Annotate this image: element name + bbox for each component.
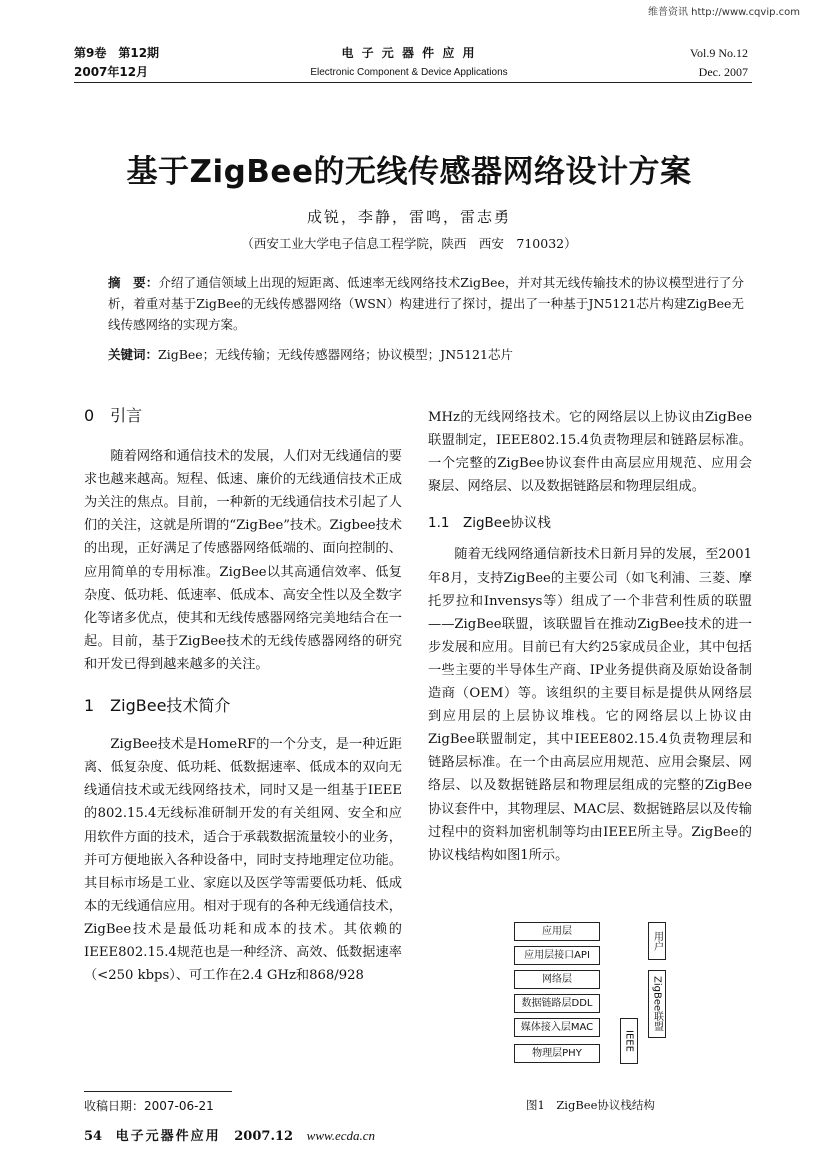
alliance-bracket: ZigBee联盟 <box>648 970 666 1038</box>
continued-paragraph: MHz的无线网络技术。它的网络层以上协议由ZigBee联盟制定，IEEE802.15.4负责物理层和链路层标准。一个完整的ZigBee协议套件由高层应用规范、应用会聚层、网络层、以及数据链路层和物理层组成。 <box>428 410 752 495</box>
journal-name-en: Electronic Component & Device Applications <box>310 67 508 78</box>
ieee-bracket: IEEE <box>620 1018 638 1064</box>
publication-date: 2007年12月 <box>74 65 149 79</box>
keywords <box>108 344 744 365</box>
layer-api: 应用层接口API <box>514 946 600 965</box>
footer-url: www.ecda.cn <box>306 1128 376 1143</box>
keywords-text: ZigBee；无线传输；无线传感器网络；协议模型；JN5121芯片 <box>158 347 513 362</box>
figure-caption: 图1 ZigBee协议栈结构 <box>526 1098 655 1112</box>
affiliation: （西安工业大学电子信息工程学院，陕西 西安 710032） <box>241 236 577 251</box>
abstract <box>108 272 744 335</box>
page-number: 54 <box>84 1129 103 1144</box>
intro-paragraph: 随着网络和通信技术的发展，人们对无线通信的要求也越来越高。短程、低速、廉价的无线通信技术正成为关注的焦点。目前，一种新的无线通信技术引起了人们的关注，这就是所谓的“ZigBee”技术。Zigbee技术的出现，正好满足了传感器网络低端的、面向控制的、应用简单的专用标准。ZigBee以其高通信效率、低复杂度、低功耗、低速率、低成本、高安全性以及全数字化等诸多优点，使其和无线传感器网络完美地结合在一起。目前，基于ZigBee技术的无线传感器网络的研究和开发已得到越来越多的关注。 <box>84 449 402 672</box>
keywords-label: 关键词： <box>108 347 159 362</box>
footer-issue: 2007.12 <box>234 1129 294 1144</box>
abstract-text: 介绍了通信领域上出现的短距离、低速率无线网络技术ZigBee，并对其无线传输技术的协议模型进行了分析，着重对基于ZigBee的无线传感器网络（WSN）构建进行了探讨，提出了一种基于JN5121芯片构建ZigBee无线传感网络的实现方案。 <box>108 275 744 332</box>
watermark: 维普资讯 http://www.cqvip.com <box>647 7 800 18</box>
layer-ddl: 数据链路层DDL <box>514 994 600 1013</box>
footnote-rule <box>84 1091 232 1092</box>
page-footer <box>84 1125 375 1144</box>
publication-date-en: Dec. 2007 <box>698 65 748 79</box>
received-date: 收稿日期：2007-06-21 <box>84 1099 214 1113</box>
layer-phy: 物理层PHY <box>514 1044 600 1063</box>
user-bracket: 用户 <box>648 922 666 960</box>
journal-name-zh: 电 子 元 器 件 应 用 <box>341 46 477 60</box>
abstract-label: 摘 要： <box>108 275 159 290</box>
header-rule <box>74 82 752 83</box>
layer-network: 网络层 <box>514 970 600 989</box>
left-column <box>84 404 402 987</box>
stack-paragraph: 随着无线网络通信新技术日新月异的发展，至2001年8月，支持ZigBee的主要公司（如飞利浦、三菱、摩托罗拉和Invensys等）组成了一个非营利性质的联盟——ZigBee联盟，该联盟旨在推动ZigBee技术的进一步发展和应用。目前已有大约25家成员企业，其中包括一些主要的半导体生产商、IP业务提供商及原始设备制造商（OEM）等。该组织的主要目标是提供从网络层到应用层的上层协议堆栈。它的网络层以上协议由ZigBee联盟制定，其中IEEE802.15.4负责物理层和链路层标准。在一个由高层应用规范、应用会聚层、网络层、以及数据链路层和物理层组成的完整的ZigBee协议套件中，其物理层、MAC层、数据链路层以及传输过程中的资料加密机制等均由IEEE所主导。ZigBee的协议栈结构如图1所示。 <box>428 547 752 863</box>
footer-journal: 电子元器件应用 <box>115 1129 221 1144</box>
layer-application: 应用层 <box>514 922 600 941</box>
section-heading-zigbee: 1 ZigBee技术简介 <box>84 696 231 716</box>
section-heading-stack: 1.1 ZigBee协议栈 <box>428 515 551 532</box>
authors: 成锐，李静，雷鸣，雷志勇 <box>306 208 511 226</box>
volume-issue: 第9卷 第12期 <box>74 46 160 60</box>
volume-issue-en: Vol.9 No.12 <box>689 46 748 60</box>
zigbee-intro-paragraph: ZigBee技术是HomeRF的一个分支，是一种近距离、低复杂度、低功耗、低数据速率、低成本的双向无线通信技术或无线网络技术，同时又是一组基于IEEE的802.15.4无线标准研制开发的有关组网、安全和应用软件方面的技术，适合于承载数据流量较小的业务，并可方便地嵌入各种设备中，同时支持地理定位功能。其目标市场是工业、家庭以及医学等需要低功耗、低成本的无线通信应用。相对于现有的各种无线通信技术，ZigBee技术是最低功耗和成本的技术。其依赖的IEEE802.15.4规范也是一种经济、高效、低数据速率（<250 kbps）、可工作在2.4 GHz和868/928 <box>84 737 402 984</box>
layer-mac: 媒体接入层MAC <box>514 1018 600 1037</box>
section-heading-intro: 0 引言 <box>84 406 143 425</box>
protocol-stack-figure <box>508 918 684 1068</box>
right-column <box>428 406 752 867</box>
header-right <box>690 44 748 82</box>
paper-title: 基于ZigBee的无线传感器网络设计方案 <box>126 154 692 190</box>
